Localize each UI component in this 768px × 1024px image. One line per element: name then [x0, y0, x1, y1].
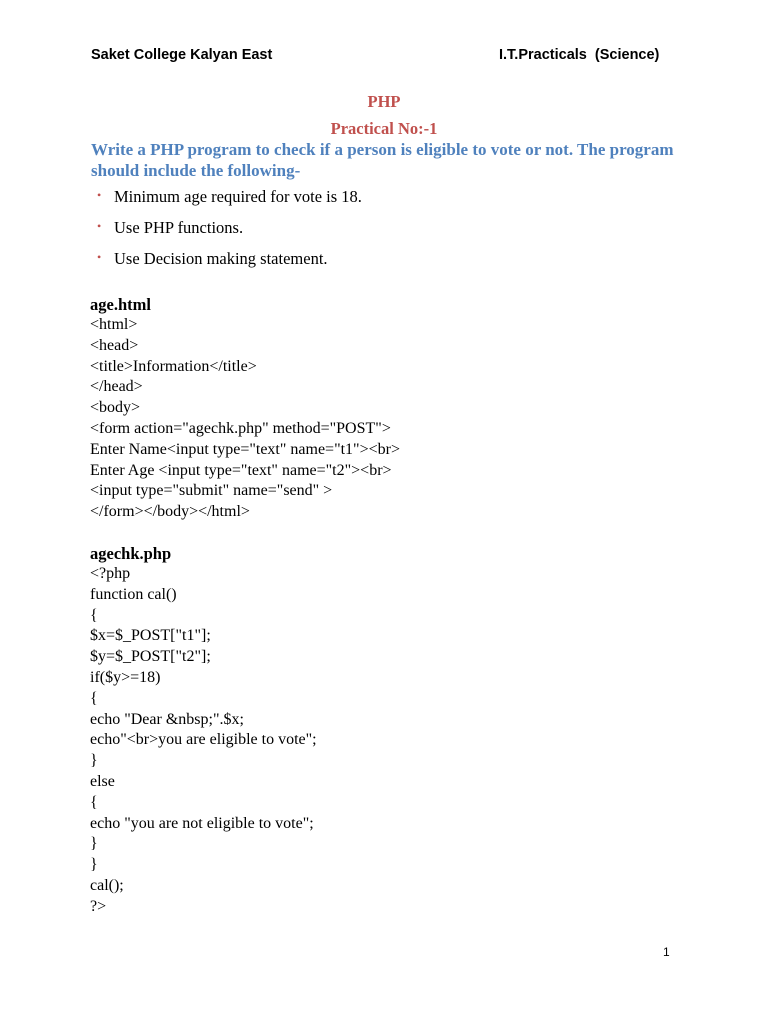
code-line: Enter Name<input type="text" name="t1"><br>: [90, 440, 400, 458]
bullet-dot-icon: •: [97, 250, 102, 264]
header-course: I.T.Practicals (Science): [499, 47, 660, 63]
page-number: 1: [663, 945, 670, 959]
code-line: echo "you are not eligible to vote";: [90, 814, 314, 832]
code-line: $x=$_POST["t1"];: [90, 627, 211, 645]
file-name: agechk.php: [90, 544, 172, 563]
header-college: Saket College Kalyan East: [91, 47, 273, 63]
code-line: ?>: [90, 897, 107, 915]
bullet-dot-icon: •: [97, 188, 102, 202]
list-item-text: Use Decision making statement.: [114, 249, 328, 268]
code-line: <input type="submit" name="send" >: [90, 482, 333, 500]
list-item-text: Use PHP functions.: [114, 218, 244, 237]
bullet-dot-icon: •: [97, 219, 102, 233]
code-line: </form></body></html>: [90, 503, 250, 521]
code-line: <body>: [90, 399, 141, 417]
subject-title: PHP: [367, 92, 401, 111]
code-line: }: [90, 856, 98, 874]
code-line: <form action="agechk.php" method="POST">: [90, 419, 391, 437]
code-line: <head>: [90, 336, 139, 354]
code-line: else: [90, 772, 115, 790]
list-item-text: Minimum age required for vote is 18.: [114, 187, 362, 206]
practical-number: Practical No:-1: [330, 119, 438, 138]
code-line: <title>Information</title>: [90, 357, 257, 375]
code-line: {: [90, 689, 98, 707]
question-text: Write a PHP program to check if a person is eligible to vote or not. The program should include the following-: [91, 140, 674, 180]
code-line: <html>: [90, 316, 138, 333]
code-line: }: [90, 752, 98, 770]
code-line: cal();: [90, 876, 124, 894]
file-name: age.html: [90, 295, 151, 314]
code-line: echo"<br>you are eligible to vote";: [90, 731, 317, 749]
code-line: }: [90, 835, 98, 853]
code-line: {: [90, 606, 98, 624]
code-line: echo "Dear &nbsp;".$x;: [90, 710, 244, 728]
code-line: </head>: [90, 378, 143, 396]
code-line: {: [90, 793, 98, 811]
code-line: <?php: [90, 565, 131, 582]
code-line: if($y>=18): [90, 668, 161, 686]
code-line: Enter Age <input type="text" name="t2"><br>: [90, 461, 392, 479]
code-block-php: [90, 543, 317, 918]
code-line: function cal(): [90, 585, 177, 603]
code-block-html: [90, 294, 400, 523]
code-line: $y=$_POST["t2"];: [90, 648, 211, 666]
